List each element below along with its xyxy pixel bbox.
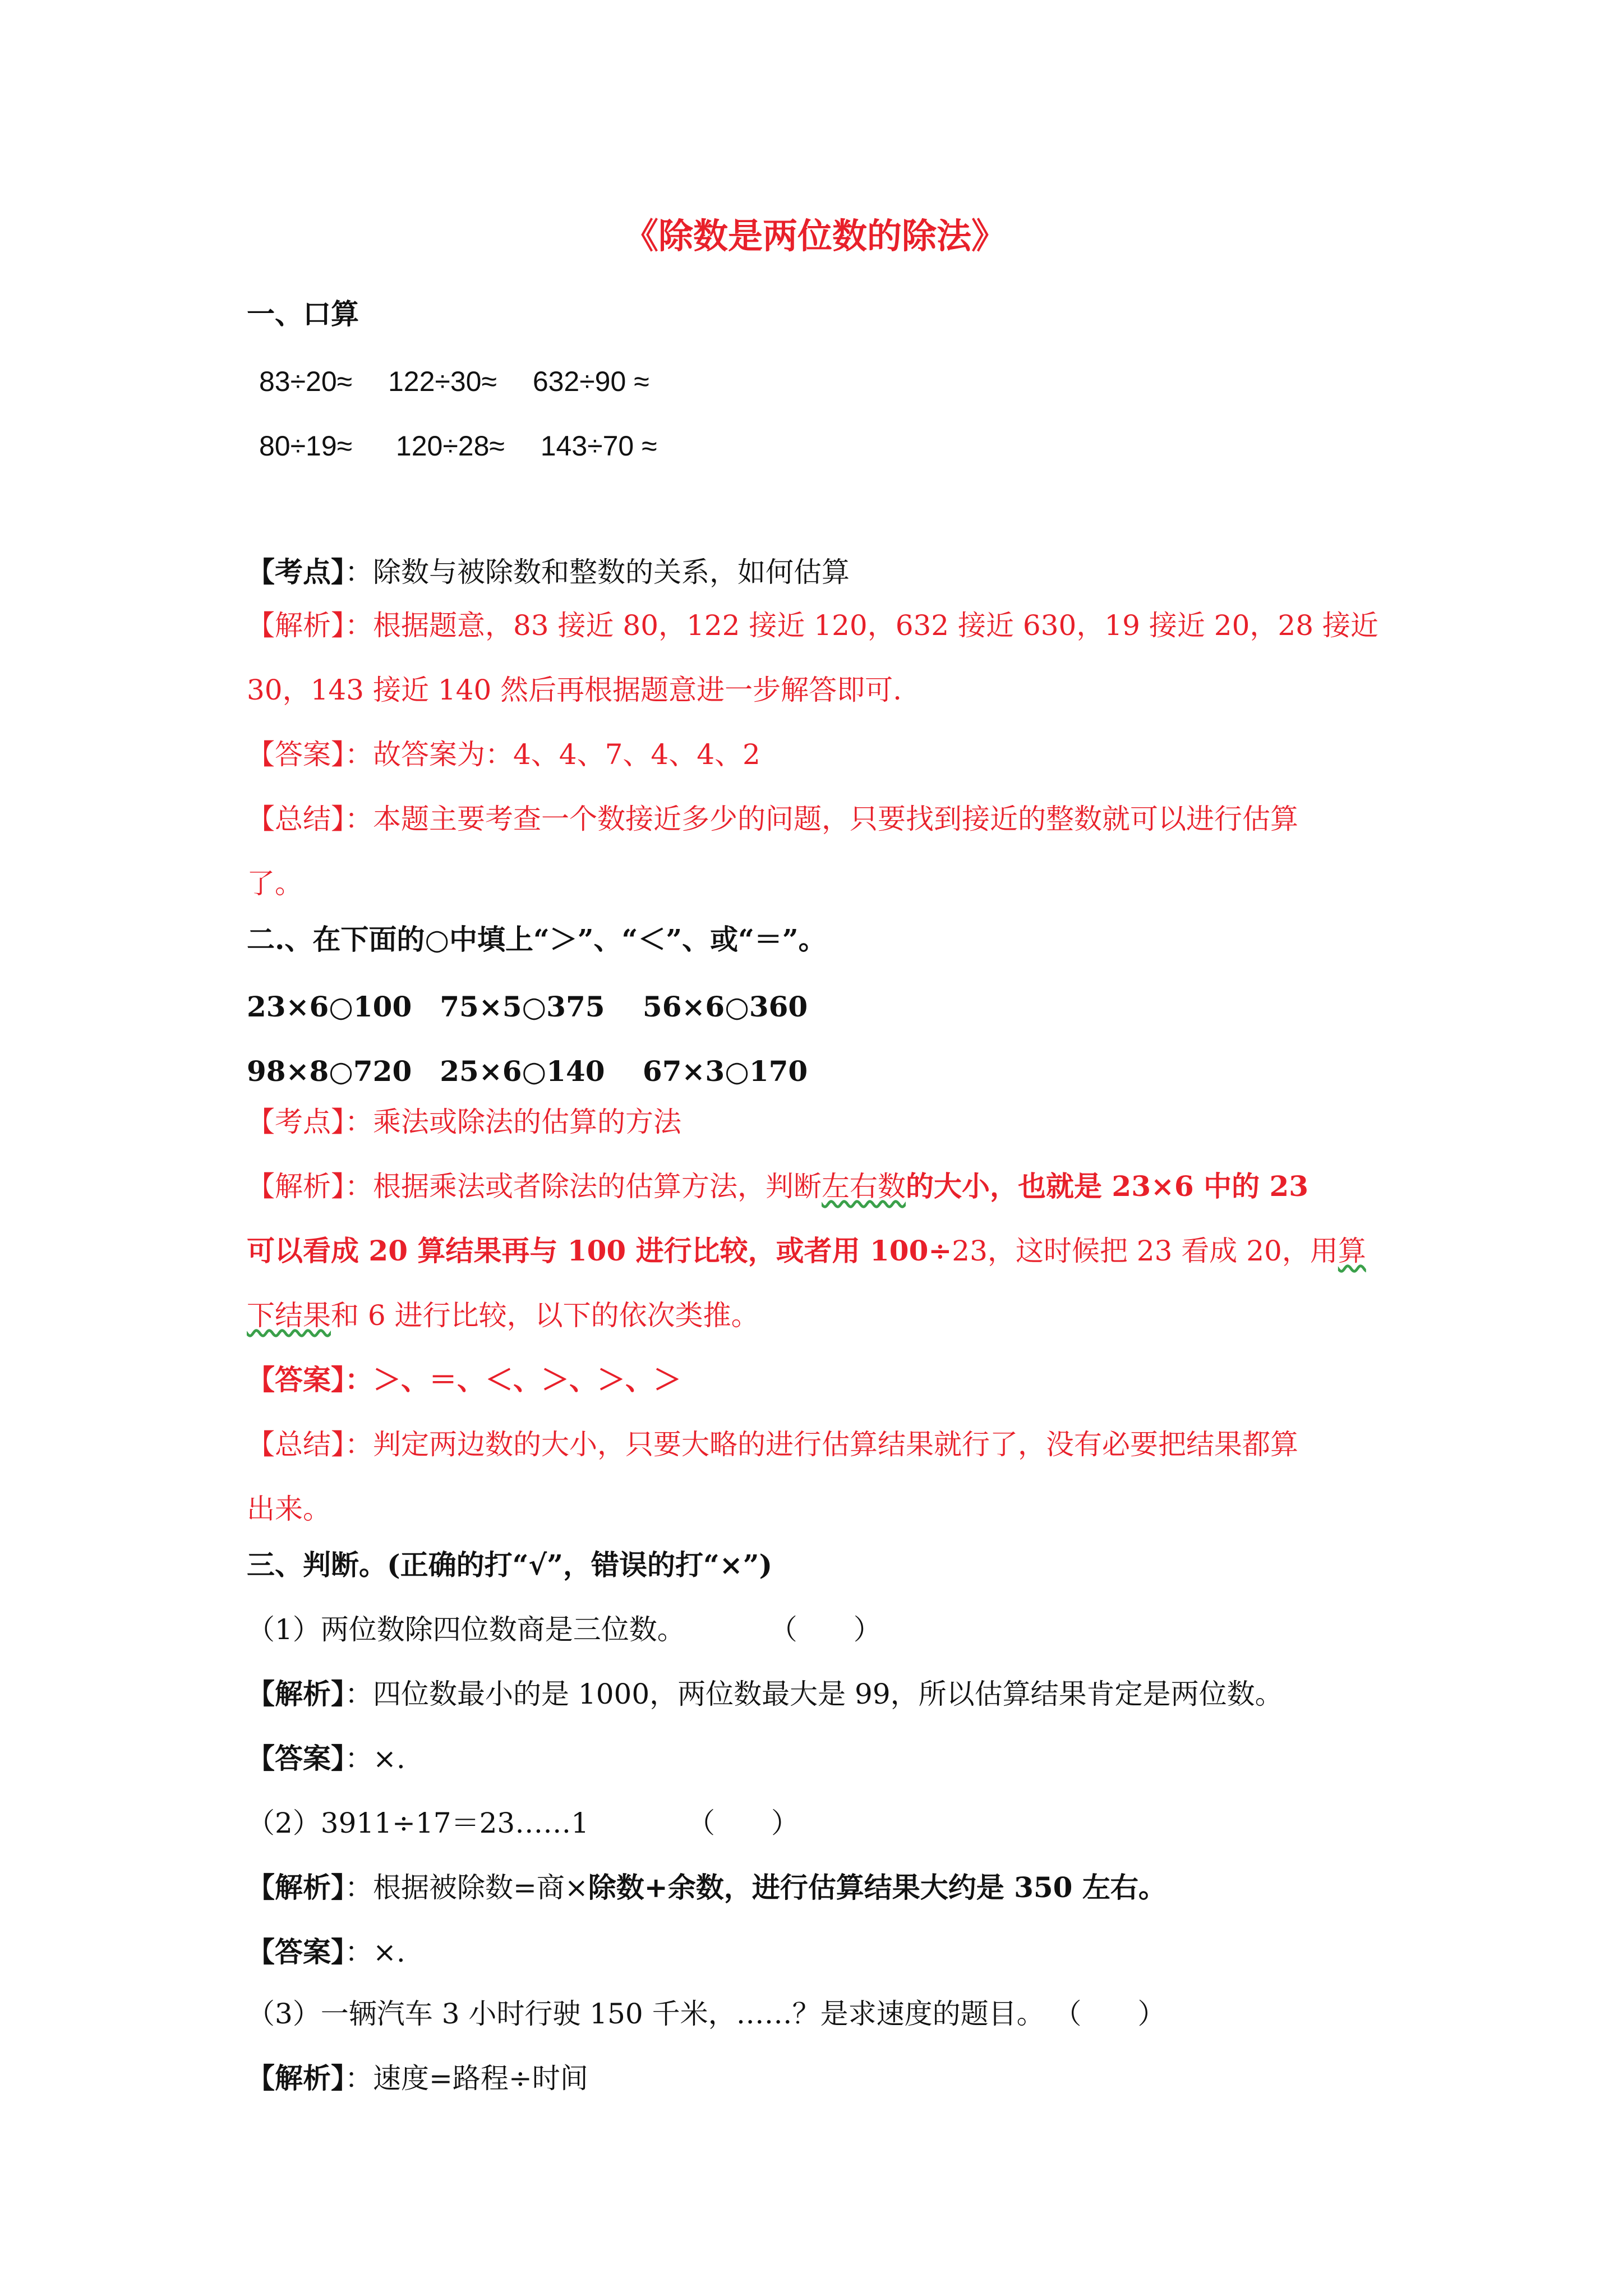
s3-q1-daan: [247, 1742, 405, 1775]
s2-zongjie-line-1: [247, 1428, 1298, 1461]
s1-jiexi-line-1: [247, 609, 1378, 642]
section-3-heading: 三、判断。(正确的打“√”，错误的打“×”): [247, 1548, 773, 1581]
jiexi-tag: 【解析】: [247, 609, 345, 642]
jiexi-text-b: 除数+余数，进行估算结果大约是 350 左右。: [588, 1871, 1166, 1904]
jiexi-text: ：速度=路程÷时间: [345, 2062, 588, 2095]
jiexi-text: ：四位数最小的是 1000，两位数最大是 99，所以估算结果肯定是两位数。: [345, 1678, 1283, 1710]
s2-kaodian: [247, 1108, 681, 1136]
s2-zongjie-line-2: 出来。: [247, 1493, 331, 1525]
s3-q2-jiexi: [247, 1871, 1166, 1904]
s2-jiexi-line-3: [247, 1299, 759, 1332]
jiexi-text-b: 23，这时候把 23 看成 20，用: [952, 1235, 1338, 1267]
s2-compare-row-1: 23×6○100 75×5○375 56×6○360: [247, 990, 808, 1023]
kaodian-tag: 【考点】: [247, 555, 345, 588]
zongjie-tag: 【总结】: [247, 803, 345, 835]
page-title: 《除数是两位数的除法》: [624, 215, 1007, 256]
s1-zongjie-line-2: 了。: [247, 867, 303, 900]
jiexi-text: ：根据题意，83 接近 80，122 接近 120，632 接近 630，19 接近 20，28 接近: [345, 609, 1378, 642]
section-1-heading: 一、口算: [247, 297, 359, 330]
jiexi-text-b: 和 6 进行比较，以下的依次类推。: [331, 1299, 759, 1332]
s1-kaodian: [247, 555, 850, 588]
section-2-heading: 二.、在下面的○中填上“＞”、“＜”、或“＝”。: [247, 923, 827, 956]
jiexi-text-a: 可以看成 20 算结果再与 100 进行比较，或者用 100÷: [247, 1234, 952, 1267]
s2-jiexi-line-1: [247, 1170, 1309, 1203]
s3-q1: （1）两位数除四位数商是三位数。 （ ）: [247, 1613, 882, 1646]
kaodian-text: ：乘法或除法的估算的方法: [345, 1106, 681, 1138]
s2-jiexi-line-2: [247, 1234, 1366, 1267]
s2-daan: [247, 1363, 681, 1396]
daan-tag: 【答案】: [247, 1742, 345, 1775]
daan-text: ：×.: [345, 1742, 405, 1775]
s1-calc-row-1: 83÷20≈ 122÷30≈ 632÷90 ≈: [259, 366, 649, 397]
s3-q3-jiexi: [247, 2062, 588, 2095]
s1-jiexi-line-2: 30，143 接近 140 然后再根据题意进一步解答即可.: [247, 674, 902, 706]
jiexi-tag: 【解析】: [247, 1871, 345, 1904]
jiexi-text-a: ：根据乘法或者除法的估算方法，判断: [345, 1170, 822, 1203]
jiexi-tag: 【解析】: [247, 2062, 345, 2095]
daan-tag: 【答案】: [247, 1363, 345, 1396]
jiexi-tag: 【解析】: [247, 1677, 345, 1710]
daan-tag: 【答案】: [247, 1935, 345, 1968]
jiexi-text-b: 左右数: [822, 1170, 906, 1203]
s1-zongjie-line-1: [247, 805, 1298, 833]
s3-q1-jiexi: [247, 1677, 1283, 1710]
s1-daan: [247, 740, 760, 769]
daan-tag: 【答案】: [247, 738, 345, 771]
jiexi-text-c: 算: [1338, 1235, 1366, 1267]
daan-text: ：×.: [345, 1936, 405, 1968]
s3-q3: （3）一辆汽车 3 小时行驶 150 千米，……？是求速度的题目。 （ ）: [247, 1998, 1166, 2030]
jiexi-text-a: 下结果: [247, 1299, 331, 1332]
daan-text: ：＞、＝、＜、＞、＞、＞: [345, 1363, 681, 1396]
s3-q2-daan: [247, 1935, 405, 1968]
jiexi-text-a: ：根据被除数=商×: [345, 1871, 588, 1904]
kaodian-text: ：除数与被除数和整数的关系，如何估算: [345, 556, 850, 588]
s1-calc-row-2: 80÷19≈ 120÷28≈ 143÷70 ≈: [259, 430, 657, 462]
zongjie-tag: 【总结】: [247, 1428, 345, 1461]
kaodian-tag: 【考点】: [247, 1106, 345, 1138]
jiexi-tag: 【解析】: [247, 1170, 345, 1203]
jiexi-text-c: 的大小，也就是 23×6 中的 23: [906, 1170, 1309, 1203]
s2-compare-row-2: 98×8○720 25×6○140 67×3○170: [247, 1055, 808, 1088]
s3-q2: （2）3911÷17＝23……1 （ ）: [247, 1807, 800, 1839]
daan-text: ：故答案为：4、4、7、4、4、2: [345, 738, 760, 771]
zongjie-text: ：本题主要考查一个数接近多少的问题，只要找到接近的整数就可以进行估算: [345, 803, 1298, 835]
zongjie-text: ：判定两边数的大小，只要大略的进行估算结果就行了，没有必要把结果都算: [345, 1428, 1298, 1461]
